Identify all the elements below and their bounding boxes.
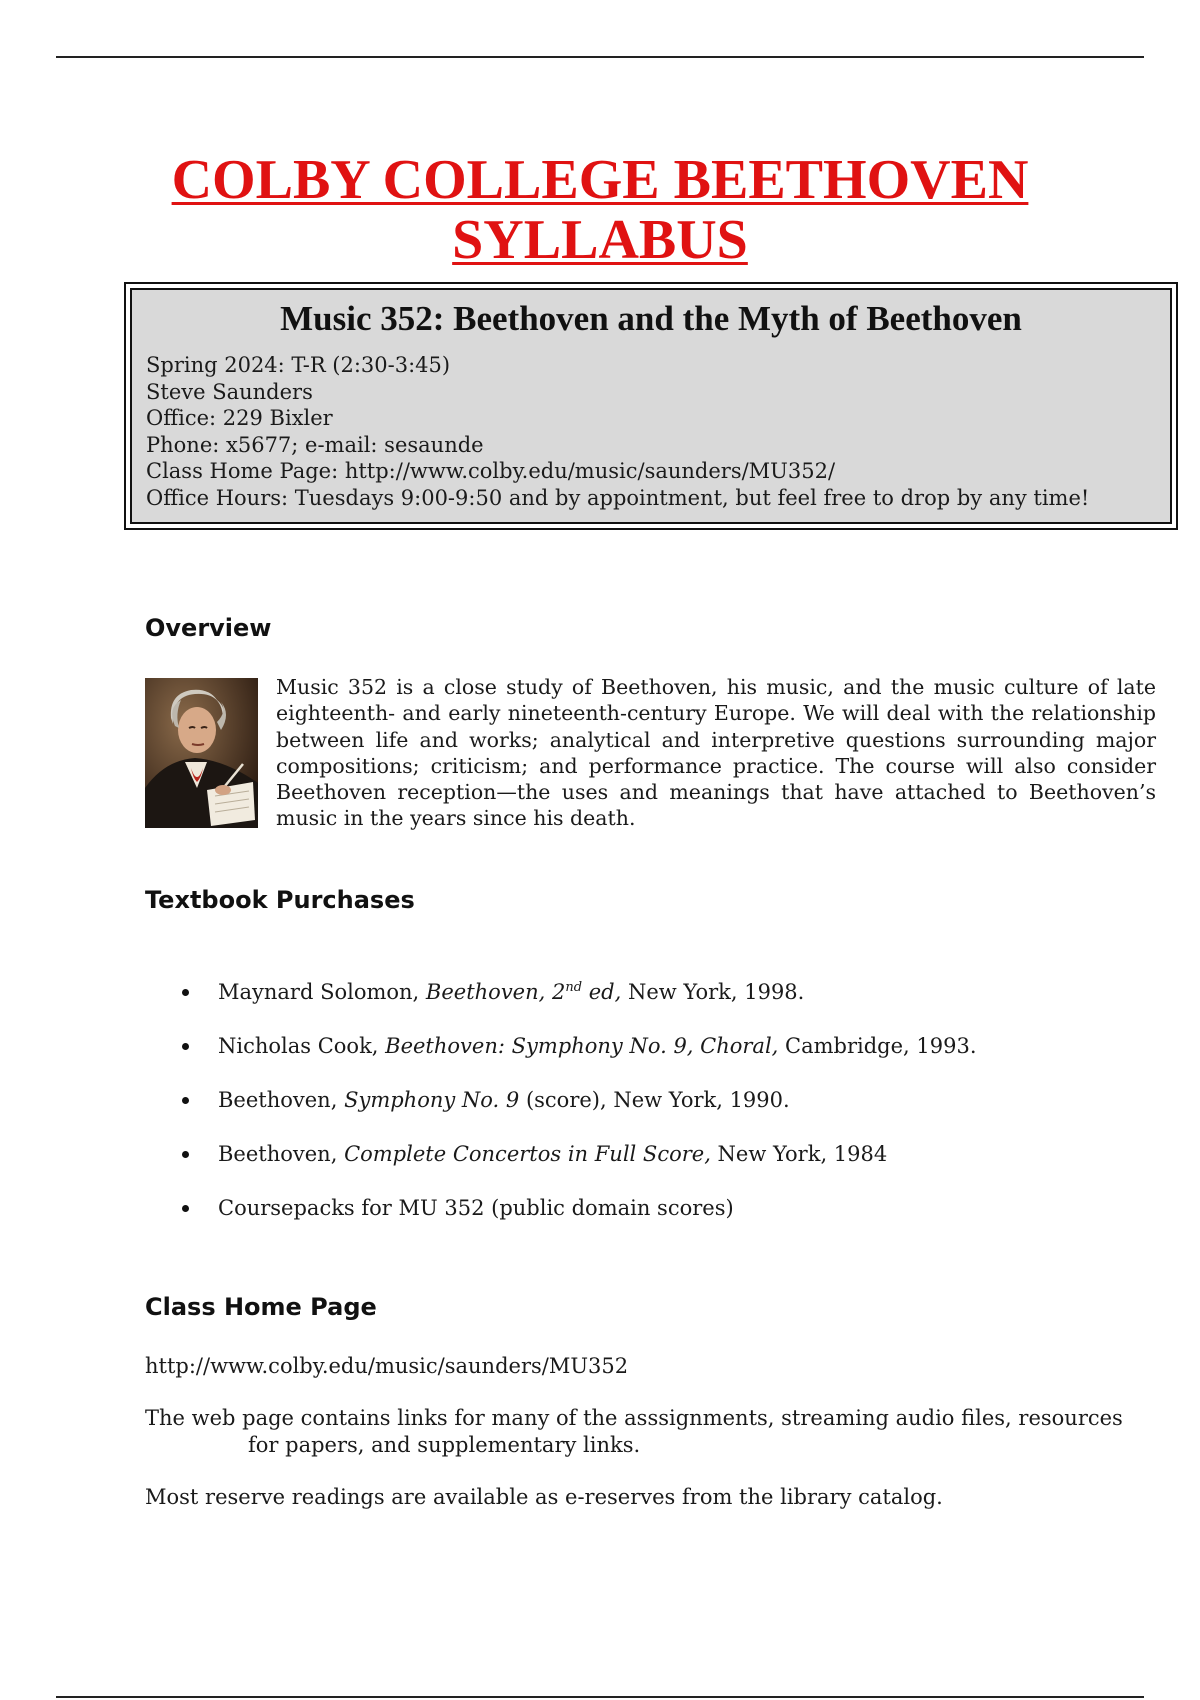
list-item [180,978,1140,1032]
course-title: Music 352: Beethoven and the Myth of Beethoven [280,299,1022,338]
textbook-description: Coursepacks for MU 352 (public domain scores) [218,1196,734,1220]
textbook-list [180,978,1140,1248]
textbook-title: Beethoven, 2 [425,980,566,1004]
textbook-author: Nicholas Cook, [218,1034,386,1058]
textbook-publication: New York, 1984 [710,1142,888,1166]
reserve-readings-note: Most reserve readings are available as e-reserves from the library catalog. [145,1485,943,1509]
textbook-title: Complete Concertos in Full Score, [344,1142,711,1166]
list-item [180,1194,1140,1248]
course-info-panel [130,288,1172,524]
list-item [180,1140,1140,1194]
textbook-title-continued: ed, [582,980,622,1004]
document-title-line-2: SYLLABUS [452,209,748,271]
textbook-title: Beethoven: Symphony No. 9, Choral, [385,1034,779,1058]
instructor-name: Steve Saunders [146,379,313,404]
textbook-edition-suffix: nd [565,980,583,995]
textbook-author: Beethoven, [218,1088,345,1112]
textbook-publication: Cambridge, 1993. [778,1034,977,1058]
list-item [180,1086,1140,1140]
contact-info: Phone: x5677; e-mail: sesaunde [146,432,484,457]
overview-text: Music 352 is a close study of Beethoven, his music, and the music culture of late eighteenth- and early nineteenth-century Europe. We will deal with the relationship between life and works; analytical and interpretive questions surrounding major compositions; criticism; and performance practice. The course will also consider Beethoven reception—the uses and meanings that have attached to Beethoven’s music in the years since his death. [276,675,1156,831]
textbook-purchases-heading: Textbook Purchases [145,886,415,914]
class-home-page-description: The web page contains links for many of the asssignments, streaming audio files, resources for papers, and supplementary links. [145,1406,1123,1457]
document-title-line-1: COLBY COLLEGE BEETHOVEN [171,149,1029,211]
course-info-box [124,282,1178,530]
class-home-page-url[interactable]: http://www.colby.edu/music/saunders/MU352 [145,1354,629,1378]
textbook-publication: New York, 1998. [621,980,805,1004]
class-home-page-info: Class Home Page: http://www.colby.edu/music/saunders/MU352/ [146,459,836,483]
textbook-title: Symphony No. 9 [344,1088,520,1112]
course-schedule: Spring 2024: T-R (2:30-3:45) [146,353,451,377]
class-home-page-heading: Class Home Page [145,1293,377,1321]
document-title [0,150,1200,270]
list-item [180,1032,1140,1086]
textbook-author: Maynard Solomon, [218,980,426,1004]
textbook-publication: (score), New York, 1990. [519,1088,790,1112]
office-hours: Office Hours: Tuesdays 9:00-9:50 and by appointment, but feel free to drop by any time! [146,485,1090,510]
beethoven-portrait [145,678,258,828]
office-location: Office: 229 Bixler [146,406,333,430]
bottom-divider [56,1696,1144,1698]
overview-heading: Overview [145,614,272,642]
top-divider [56,56,1144,58]
textbook-author: Beethoven, [218,1142,345,1166]
